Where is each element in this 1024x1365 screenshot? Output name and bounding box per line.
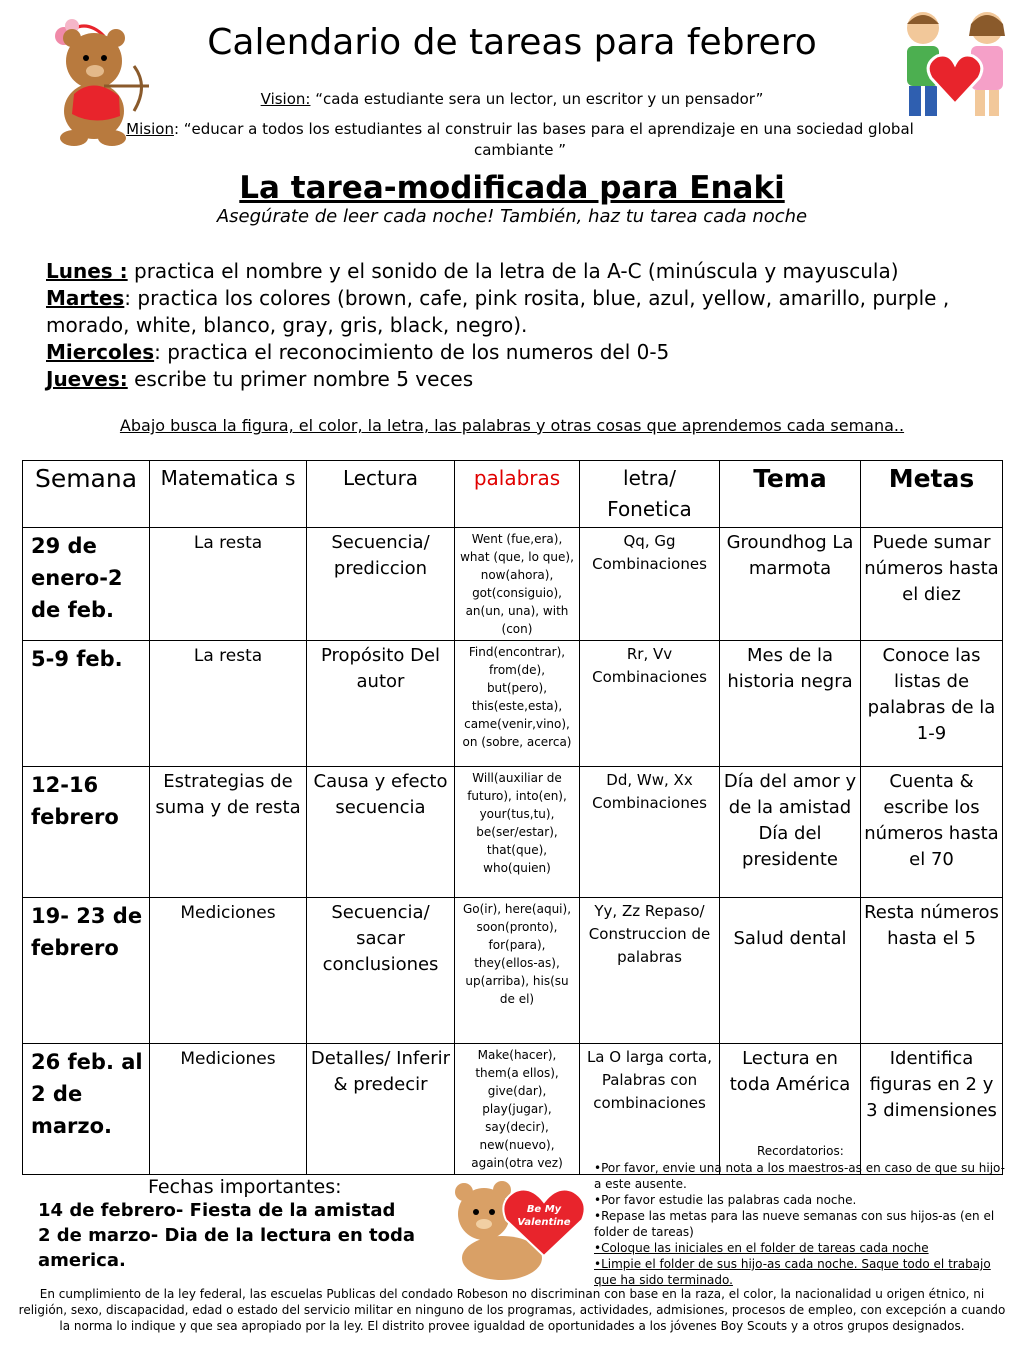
cell-metas: Cuenta & escribe los números hasta el 70 [861, 767, 1003, 898]
table-row [23, 898, 1003, 1044]
reminder-item: •Repase las metas para las nueve semanas con sus hijos-as (en el folder de tareas) [594, 1209, 995, 1239]
header-palabras: palabras [455, 461, 580, 528]
cell-metas: Conoce las listas de palabras de la 1-9 [861, 641, 1003, 767]
day-name: Lunes : [46, 259, 128, 283]
cell-lectura: Secuencia/ prediccion [307, 528, 455, 641]
cell-tema: Groundhog La marmota [720, 528, 861, 641]
cell-letra: La O larga corta, Palabras con combinaciones [580, 1044, 720, 1175]
homework-note: Asegúrate de leer cada noche! También, haz tu tarea cada noche [216, 206, 808, 227]
cell-tema: Lectura en toda América [720, 1044, 861, 1175]
cell-palabras: Go(ir), here(aqui), soon(pronto), for(para), they(ellos-as), up(arriba), his(su de el) [455, 898, 580, 1044]
page-title: Calendario de tareas para febrero [207, 22, 817, 63]
day-task: escribe tu primer nombre 5 veces [127, 367, 474, 391]
day-task: : practica el reconocimiento de los numeros del 0-5 [154, 340, 670, 364]
reminder-item: •Por favor, envie una nota a los maestros-as en caso de que su hijo-a este ausente. [594, 1161, 1005, 1191]
cell-tema: Día del amor y de la amistad Día del presidente [720, 767, 861, 898]
table-intro: Abajo busca la figura, el color, la letra, las palabras y otras cosas que aprendemos cada semana.. [119, 416, 905, 435]
cell-matematicas: La resta [150, 641, 307, 767]
header-metas: Metas [861, 461, 1003, 528]
cell-semana: 5-9 feb. [23, 641, 150, 767]
header-tema: Tema [720, 461, 861, 528]
valentine-bear-icon [444, 1172, 590, 1282]
table-header-row [23, 461, 1003, 528]
cell-palabras: Find(encontrar), from(de), but(pero), this(este,esta), came(venir,vino), on (sobre, acerca) [455, 641, 580, 767]
cell-matematicas: Mediciones [150, 898, 307, 1044]
cell-tema-text: Salud dental [733, 928, 847, 949]
day-name: Martes [46, 286, 125, 310]
badge-line1: Be My [526, 1204, 562, 1215]
date-line: 14 de febrero- Fiesta de la amistad [38, 1200, 396, 1221]
cell-metas: Identifica figuras en 2 y 3 dimensiones [861, 1044, 1003, 1175]
mision-label: Mision [126, 120, 174, 138]
cell-matematicas: Estrategias de suma y de resta [150, 767, 307, 898]
vision-text: “cada estudiante sera un lector, un escritor y un pensador” [310, 90, 764, 108]
table-row [23, 1044, 1003, 1175]
task-martes [46, 285, 1006, 339]
cell-lectura: Causa y efecto secuencia [307, 767, 455, 898]
legal-footer: En cumplimiento de la ley federal, las escuelas Publicas del condado Robeson no discriminan con base en la raza, el color, la nacionalidad u origen étnico, ni religión, sexo, discapacidad, edad o estado del servicio militar en ninguno de los programas, actividades, admisiones, procesos de empleo, con excepción a cuando la norma lo indique y que sea apropiado por la ley. El distrito provee igualdad de oportunidades a los jóvenes Boy Scouts y a otros grupos designados. [18, 1287, 1006, 1333]
vision-statement [0, 90, 1024, 108]
reminder-item: •Por favor estudie las palabras cada noche. [594, 1193, 857, 1207]
reminder-item: •Coloque las iniciales en el folder de tareas cada noche [594, 1241, 929, 1255]
table-row [23, 641, 1003, 767]
task-miercoles [46, 339, 1006, 366]
fechas-heading: Fechas importantes: [148, 1176, 342, 1198]
table-row [23, 767, 1003, 898]
reminders-list [594, 1160, 1010, 1288]
day-name: Miercoles [46, 340, 155, 364]
cell-letra: Yy, Zz Repaso/ Construccion de palabras [580, 898, 720, 1044]
weekly-schedule-table [22, 460, 1003, 1175]
cell-metas: Resta números hasta el 5 [861, 898, 1003, 1044]
header-matematicas: Matematica s [150, 461, 307, 528]
header-semana: Semana [23, 461, 150, 528]
cell-semana: 29 de enero-2 de feb. [23, 528, 150, 641]
homework-subtitle: La tarea-modificada para Enaki [239, 170, 785, 206]
cell-semana: 19- 23 de febrero [23, 898, 150, 1044]
task-lunes [46, 258, 1006, 285]
day-task: : practica los colores (brown, cafe, pink rosita, blue, azul, yellow, amarillo, purple , morado, white, blanco, gray, gris, black, negro). [46, 286, 950, 337]
day-task: practica el nombre y el sonido de la letra de la A-C (minúscula y mayuscula) [127, 259, 899, 283]
badge-line2: Valentine [517, 1217, 571, 1228]
date-line: 2 de marzo- Dia de la lectura en toda america. [38, 1225, 416, 1271]
cell-semana: 26 feb. al 2 de marzo. [23, 1044, 150, 1175]
mision-text: : “educar a todos los estudiantes al construir las bases para el aprendizaje en una sociedad global cambiante ” [173, 120, 914, 159]
cell-letra: Qq, Gg Combinaciones [580, 528, 720, 641]
cell-lectura: Detalles/ Inferir & predecir [307, 1044, 455, 1175]
cell-tema: Mes de la historia negra [720, 641, 861, 767]
cell-palabras: Make(hacer), them(a ellos), give(dar), play(jugar), say(decir), new(nuevo), again(otra vez) [455, 1044, 580, 1175]
task-jueves [46, 366, 1006, 393]
cell-tema [720, 898, 861, 1044]
cell-semana: 12-16 febrero [23, 767, 150, 898]
cell-letra: Rr, Vv Combinaciones [580, 641, 720, 767]
daily-tasks [46, 258, 1006, 393]
day-name: Jueves: [46, 367, 128, 391]
cell-palabras: Went (fue,era), what (que, lo que), now(ahora), got(consiguio), an(un, una), with (con) [455, 528, 580, 641]
reminder-item: •Limpie el folder de sus hijo-as cada noche. Saque todo el trabajo que ha sido terminado. [594, 1257, 991, 1287]
cell-matematicas: La resta [150, 528, 307, 641]
cell-metas: Puede sumar números hasta el diez [861, 528, 1003, 641]
table-row [23, 528, 1003, 641]
important-dates [38, 1198, 438, 1273]
cell-lectura: Secuencia/ sacar conclusiones [307, 898, 455, 1044]
cell-lectura: Propósito Del autor [307, 641, 455, 767]
cell-matematicas: Mediciones [150, 1044, 307, 1175]
reminders-heading: Recordatorios: [757, 1144, 844, 1158]
header-letra: letra/ Fonetica [580, 461, 720, 528]
cell-palabras: Will(auxiliar de futuro), into(en), your(tus,tu), be(ser/estar), that(que), who(quien) [455, 767, 580, 898]
cell-letra: Dd, Ww, Xx Combinaciones [580, 767, 720, 898]
vision-label: Vision: [260, 90, 311, 108]
mision-statement [100, 119, 940, 161]
header-lectura: Lectura [307, 461, 455, 528]
